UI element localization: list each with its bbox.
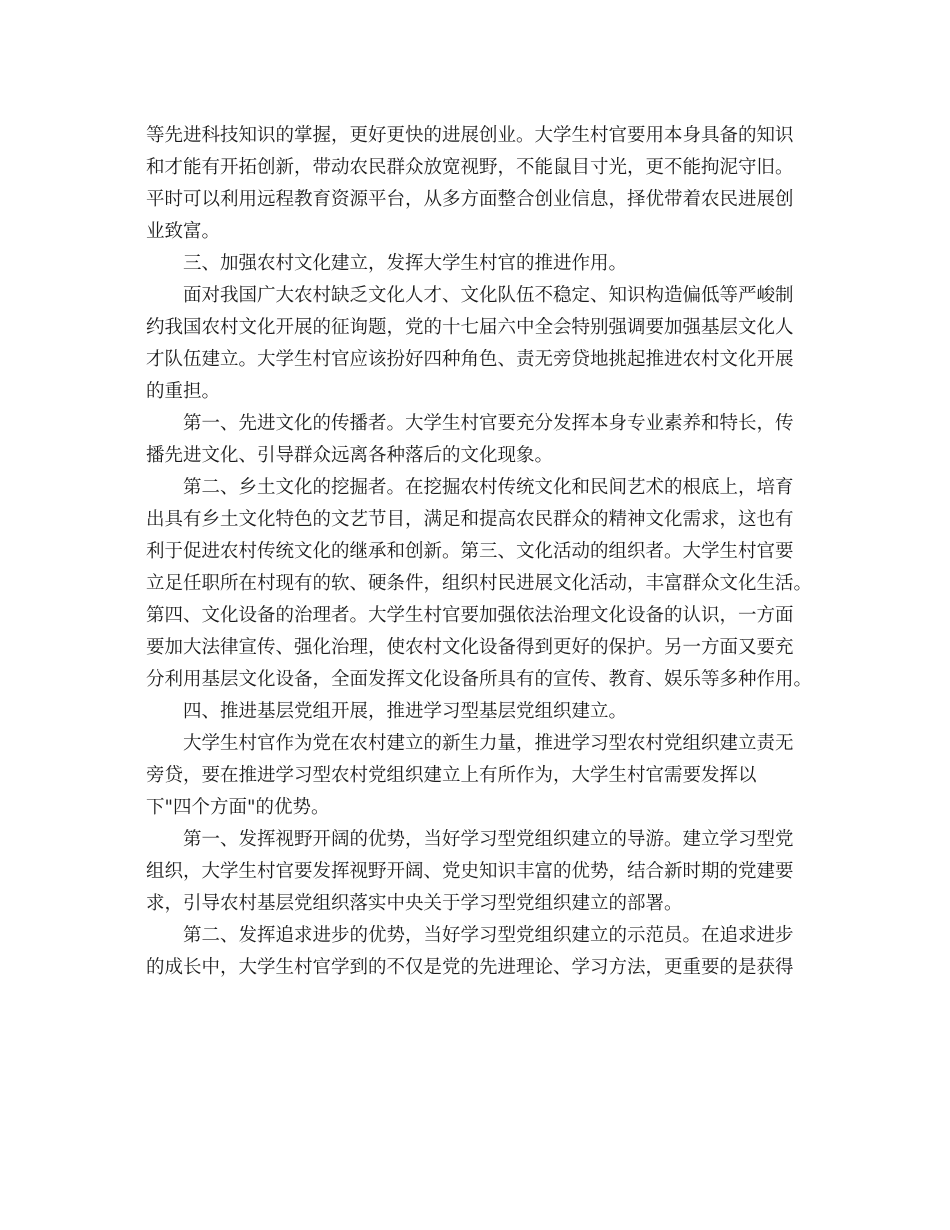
text-line: 第二、发挥追求进步的优势，当好学习型党组织建立的示范员。在追求进步 — [183, 925, 794, 946]
text-line: 分利用基层文化设备，全面发挥文化设备所具有的宣传、教育、娱乐等多种作用。 — [146, 669, 813, 690]
text-line: 立足任职所在村现有的软、硬条件，组织村民进展文化活动，丰富群众文化生活。 — [146, 573, 813, 594]
body-text — [146, 120, 814, 984]
text-line: 要加大法律宣传、强化治理，使农村文化设备得到更好的保护。另一方面又要充 — [146, 637, 794, 658]
text-line: 出具有乡土文化特色的文艺节目，满足和提高农民群众的精神文化需求，这也有 — [146, 509, 794, 530]
text-line: 第一、先进文化的传播者。大学生村官要充分发挥本身专业素养和特长，传 — [183, 413, 794, 434]
text-line: 的重担。 — [146, 381, 221, 402]
text-line: 旁贷，要在推进学习型农村党组织建立上有所作为，大学生村官需要发挥以 — [146, 765, 757, 786]
text-line: 面对我国广大农村缺乏文化人才、文化队伍不稳定、知识构造偏低等严峻制 — [183, 285, 794, 306]
text-line: 播先进文化、引导群众远离各种落后的文化现象。 — [146, 445, 554, 466]
text-line: 等先进科技知识的掌握，更好更快的进展创业。大学生村官要用本身具备的知识 — [146, 125, 794, 146]
text-line: 平时可以利用远程教育资源平台，从多方面整合创业信息，择优带着农民进展创 — [146, 189, 794, 210]
text-line: 约我国农村文化开展的征询题，党的十七届六中全会特别强调要加强基层文化人 — [146, 317, 794, 338]
text-line: 下"四个方面"的优势。 — [146, 797, 330, 818]
text-line: 第四、文化设备的治理者。大学生村官要加强依法治理文化设备的认识，一方面 — [146, 605, 794, 626]
text-line: 四、推进基层党组开展，推进学习型基层党组织建立。 — [183, 701, 628, 722]
text-line: 大学生村官作为党在农村建立的新生力量，推进学习型农村党组织建立责无 — [183, 733, 794, 754]
text-line: 业致富。 — [146, 221, 221, 242]
text-line: 的成长中，大学生村官学到的不仅是党的先进理论、学习方法，更重要的是获得 — [146, 957, 794, 978]
text-line: 和才能有开拓创新，带动农民群众放宽视野，不能鼠目寸光，更不能拘泥守旧。 — [146, 157, 794, 178]
text-line: 组织，大学生村官要发挥视野开阔、党史知识丰富的优势，结合新时期的党建要 — [146, 861, 794, 882]
text-line: 利于促进农村传统文化的继承和创新。第三、文化活动的组织者。大学生村官要 — [146, 541, 794, 562]
text-line: 第一、发挥视野开阔的优势，当好学习型党组织建立的导游。建立学习型党 — [183, 829, 794, 850]
text-line: 第二、乡土文化的挖掘者。在挖掘农村传统文化和民间艺术的根底上，培育 — [183, 477, 794, 498]
text-line: 三、加强农村文化建立，发挥大学生村官的推进作用。 — [183, 253, 628, 274]
text-line: 才队伍建立。大学生村官应该扮好四种角色、责无旁贷地挑起推进农村文化开展 — [146, 349, 794, 370]
text-line: 求，引导农村基层党组织落实中央关于学习型党组织建立的部署。 — [146, 893, 683, 914]
